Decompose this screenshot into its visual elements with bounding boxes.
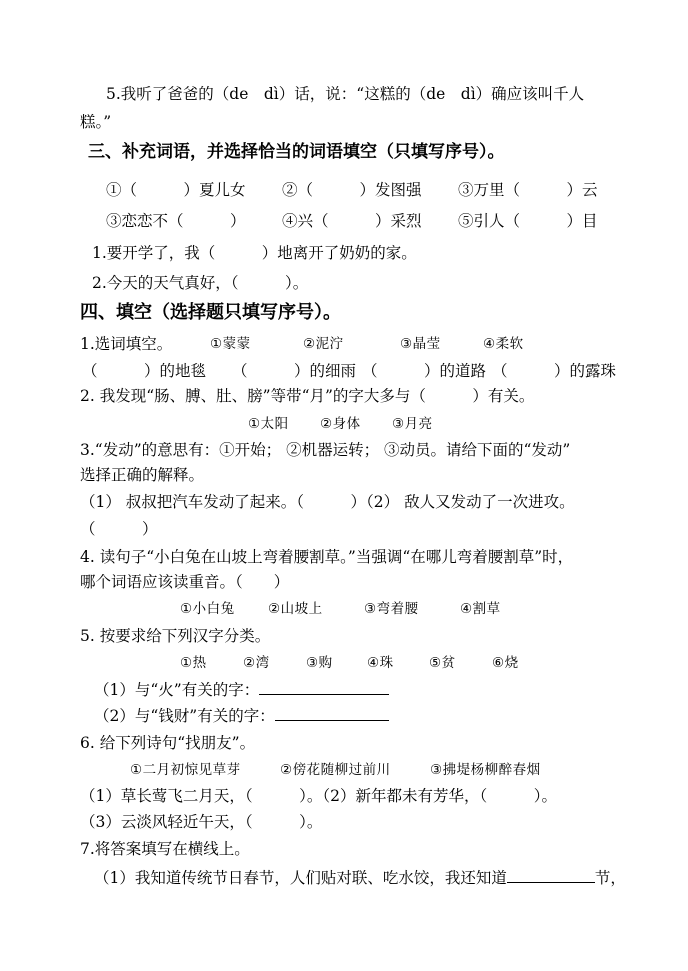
option: ②湾 — [243, 655, 270, 671]
answer-blank[interactable] — [275, 706, 389, 721]
s4-q5-a-label: （1）与“火”有关的字： — [94, 681, 260, 699]
s4-q6-line2: （3）云淡风轻近午天，（ ）。 — [80, 813, 323, 831]
option: ①小白兔 — [180, 601, 235, 617]
option: ①热 — [180, 655, 207, 671]
option: ③拂堤杨柳醉春烟 — [430, 762, 541, 778]
section3-q2: 2.今天的天气真好，（ ）。 — [92, 274, 309, 292]
s4-q4-options — [180, 599, 540, 619]
s4-q1-row — [80, 334, 510, 354]
s4-q3-line4: （ ） — [80, 520, 158, 538]
blank-phrase: （ ）的道路 — [362, 362, 487, 380]
s4-q6: 6. 给下列诗句“找朋友”。 — [80, 734, 256, 752]
word-item: ③恋恋不（ ） — [106, 212, 246, 230]
option: ②身体 — [320, 416, 361, 432]
section3-q1: 1.要开学了，我（ ）地离开了奶奶的家。 — [92, 244, 417, 262]
option: ②傍花随柳过前川 — [280, 762, 391, 778]
s4-q3-line2: 选择正确的解释。 — [80, 466, 205, 484]
section4-title: 四、填空（选择题只填写序号）。 — [80, 302, 341, 323]
option: ⑤贫 — [429, 655, 456, 671]
s4-q5-a-row — [94, 680, 389, 700]
option: ①太阳 — [248, 416, 289, 432]
s4-q2-options — [248, 414, 472, 434]
s4-q7-line1 — [94, 868, 626, 888]
s4-q4-line2: 哪个词语应该读重音。（ ） — [80, 573, 290, 591]
q5-line2: 糕。” — [80, 113, 112, 131]
blank-phrase: （ ）的地毯 — [82, 362, 207, 380]
option: ②泥泞 — [303, 336, 344, 352]
s4-q1-blanks — [82, 361, 622, 381]
s4-q2: 2. 我发现“肠、膊、肚、膀”等带“月”的字大多与（ ）有关。 — [80, 387, 535, 405]
s4-q3-line3: （1） 叔叔把汽车发动了起来。（ ）（2） 敌人又发动了一次进攻。 — [80, 493, 575, 511]
section3-words-row1 — [106, 180, 638, 200]
option: ③购 — [306, 655, 333, 671]
s4-q7-line1-pre: （1）我知道传统节日春节，人们贴对联、吃水饺，我还知道 — [94, 869, 507, 887]
option: ③弯着腰 — [364, 601, 419, 617]
word-item: ③万里（ ）云 — [458, 181, 598, 199]
s4-q3-line1: 3.“发动”的意思有：①开始； ②机器运转； ③动员。请给下面的“发动” — [80, 441, 571, 459]
s4-q5-b-row — [94, 706, 389, 726]
answer-blank[interactable] — [507, 868, 595, 883]
s4-q4-line1: 4. 读句子“小白兔在山坡上弯着腰割草。”当强调“在哪儿弯着腰割草”时， — [80, 548, 574, 566]
s4-q7: 7.将答案填写在横线上。 — [80, 840, 250, 858]
word-item: ①（ ）夏儿女 — [106, 181, 246, 199]
word-item: ②（ ）发图强 — [282, 181, 422, 199]
s4-q6-line1: （1）草长莺飞二月天，（ ）。（2）新年都未有芳华，（ ）。 — [80, 787, 557, 805]
option: ①蒙蒙 — [210, 336, 251, 352]
s4-q5-options — [180, 653, 542, 673]
option: ③月亮 — [392, 416, 433, 432]
word-item: ④兴（ ）采烈 — [282, 212, 422, 230]
question-title: 1.选词填空。 — [80, 335, 173, 353]
section3-words-row2 — [106, 211, 638, 231]
blank-phrase: （ ）的露珠 — [492, 362, 617, 380]
option: ④珠 — [367, 655, 394, 671]
option: ⑥烧 — [492, 655, 519, 671]
q5-line1: 5.我听了爸爸的（de dì）话，说：“这糕的（de dì）确应该叫千人 — [106, 85, 585, 103]
option: ③晶莹 — [400, 336, 441, 352]
answer-blank[interactable] — [259, 680, 389, 695]
s4-q5: 5. 按要求给下列汉字分类。 — [80, 627, 271, 645]
option: ④割草 — [460, 601, 501, 617]
s4-q7-line1-post: 节， — [594, 869, 626, 887]
blank-phrase: （ ）的细雨 — [232, 362, 357, 380]
word-item: ⑤引人（ ）目 — [458, 212, 598, 230]
option: ②山坡上 — [268, 601, 323, 617]
s4-q5-b-label: （2）与“钱财”有关的字： — [94, 707, 275, 725]
section3-title: 三、补充词语，并选择恰当的词语填空（只填写序号）。 — [88, 142, 505, 162]
option: ①二月初惊见草芽 — [130, 762, 241, 778]
option: ④柔软 — [483, 336, 524, 352]
s4-q6-options — [130, 760, 580, 780]
